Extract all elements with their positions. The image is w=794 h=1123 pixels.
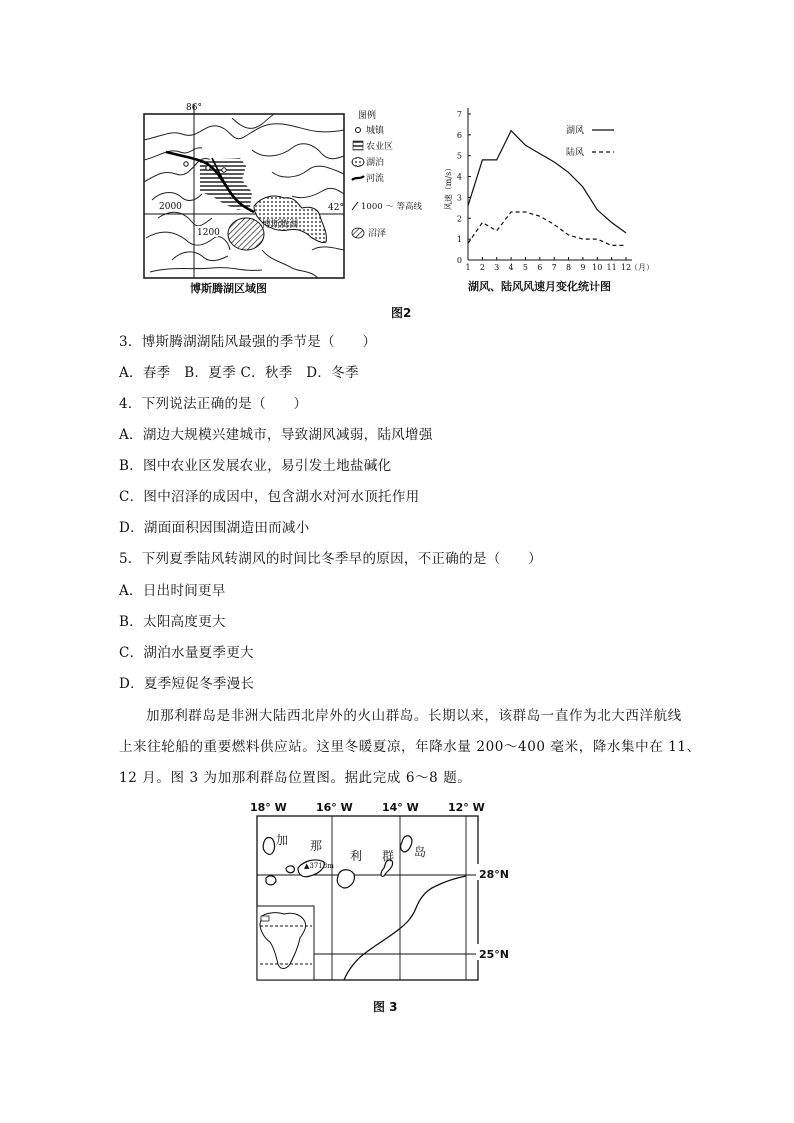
lon-label-16w: 16° W bbox=[316, 801, 353, 814]
lon-label-18w: 18° W bbox=[250, 801, 287, 814]
legend-label-lake: 湖泊 bbox=[366, 158, 385, 168]
lake-label: 博斯腾湖 bbox=[262, 220, 299, 230]
x-tick-label: 10 bbox=[592, 263, 603, 272]
question-4-option-a: A．湖边大规模兴建城市，导致湖风减弱，陆风增强 bbox=[119, 427, 433, 443]
town-marker bbox=[184, 162, 188, 166]
island-name-char: 加 bbox=[276, 833, 289, 847]
lat-label-25n: 25°N bbox=[479, 948, 510, 961]
question-5-stem: 5．下列夏季陆风转湖风的时间比冬季早的原因，不正确的是（ ） bbox=[119, 551, 542, 567]
legend-header: 图例 bbox=[358, 111, 377, 121]
island-hierro bbox=[266, 876, 276, 885]
map-legend bbox=[346, 100, 442, 250]
legend-label-town: 城镇 bbox=[366, 126, 385, 136]
question-3-options: A．春季 B．夏季 C．秋季 D．冬季 bbox=[119, 365, 359, 381]
latitude-label: 42° bbox=[328, 203, 344, 213]
y-tick-label: 3 bbox=[456, 193, 462, 203]
x-tick-label: 2 bbox=[479, 263, 485, 272]
legend-entry-label: 陆风 bbox=[566, 148, 585, 158]
question-5-option-d: D．夏季短促冬季漫长 bbox=[119, 676, 255, 692]
series-line-lake-wind bbox=[468, 131, 626, 233]
y-tick-label: 1 bbox=[456, 235, 462, 245]
town-marker bbox=[222, 168, 226, 172]
legend-label-contour: 1000 ～ 等高线 bbox=[361, 202, 423, 212]
question-5-option-b: B．太阳高度更大 bbox=[119, 614, 226, 630]
question-4-option-b: B．图中农业区发展农业，易引发土地盐碱化 bbox=[119, 458, 392, 474]
longitude-label: 86° bbox=[186, 103, 202, 113]
x-tick-label: 3 bbox=[494, 263, 500, 272]
legend-label-swamp: 沼泽 bbox=[368, 229, 387, 239]
island-name-char: 利 bbox=[350, 849, 363, 863]
lon-label-14w: 14° W bbox=[382, 801, 419, 814]
x-tick-label: 8 bbox=[565, 263, 572, 272]
island-name-char: 那 bbox=[310, 839, 323, 853]
map-title: 博斯腾湖区域图 bbox=[190, 282, 267, 295]
y-tick-label: 2 bbox=[456, 214, 462, 224]
island-name-char: 岛 bbox=[414, 845, 427, 859]
passage-line-2: 上来往轮船的重要燃料供应站。这里冬暖夏凉，年降水量 200～400 毫米，降水集中在 11、 bbox=[119, 739, 701, 755]
question-3-stem: 3．博斯腾湖湖陆风最强的季节是（ ） bbox=[119, 334, 377, 350]
wind-speed-chart bbox=[442, 100, 664, 296]
lon-label-12w: 12° W bbox=[448, 801, 485, 814]
y-tick-label: 6 bbox=[456, 130, 462, 140]
x-tick-label: 5 bbox=[522, 263, 529, 272]
town-marker bbox=[206, 166, 210, 170]
x-axis-label: （月） bbox=[630, 263, 654, 272]
legend-label-farm: 农业区 bbox=[366, 142, 394, 152]
legend-label-river: 河流 bbox=[366, 174, 385, 184]
y-tick-label: 0 bbox=[456, 256, 462, 265]
island-name-char: 群 bbox=[382, 849, 395, 863]
question-5-option-c: C．湖泊水量夏季更大 bbox=[119, 645, 254, 661]
canary-islands-map bbox=[244, 798, 520, 984]
contour-label-1200: 1200 bbox=[197, 228, 220, 238]
figure-2-caption: 图2 bbox=[391, 306, 412, 320]
island-la-palma bbox=[263, 838, 274, 855]
y-axis-label: 风速（m/s） bbox=[444, 163, 453, 211]
legend-entry-label: 湖风 bbox=[566, 126, 585, 136]
farmland-hatch-icon bbox=[353, 141, 363, 150]
x-tick-label: 11 bbox=[606, 263, 617, 272]
y-tick-label: 7 bbox=[456, 110, 462, 119]
series-line-land-wind bbox=[468, 212, 626, 245]
question-4-option-c: C．图中沼泽的成因中，包含湖水对河水顶托作用 bbox=[119, 489, 420, 505]
town-circle-icon bbox=[356, 128, 361, 133]
question-4-stem: 4．下列说法正确的是（ ） bbox=[119, 396, 308, 412]
question-5-option-a: A．日出时间更早 bbox=[119, 583, 226, 599]
africa-inset-map bbox=[257, 906, 314, 980]
y-tick-label: 5 bbox=[456, 151, 462, 161]
peak-label: ▲3718m bbox=[304, 862, 334, 870]
question-4-option-d: D．湖面面积因围湖造田而减小 bbox=[119, 520, 310, 536]
x-tick-label: 9 bbox=[580, 263, 586, 272]
chart-title: 湖风、陆风风速月变化统计图 bbox=[468, 280, 611, 293]
x-tick-label: 6 bbox=[537, 263, 543, 272]
swamp-hatch-icon bbox=[352, 228, 364, 238]
lat-label-28n: 28°N bbox=[479, 868, 510, 881]
lake-dots-icon bbox=[352, 158, 364, 167]
passage-line-1: 加那利群岛是非洲大陆西北岸外的火山群岛。长期以来，该群岛一直作为北大西洋航线 bbox=[146, 708, 682, 724]
swamp-area bbox=[228, 218, 264, 250]
x-tick-label: 12 bbox=[620, 263, 632, 272]
x-tick-label: 4 bbox=[508, 263, 514, 272]
island-gomera bbox=[286, 866, 294, 873]
y-tick-label: 4 bbox=[456, 172, 462, 182]
figure-3-caption: 图 3 bbox=[373, 1000, 398, 1014]
x-tick-label: 7 bbox=[551, 263, 557, 272]
bosten-lake-map bbox=[142, 100, 442, 296]
x-tick-label: 1 bbox=[465, 263, 471, 272]
contour-label-2000: 2000 bbox=[159, 202, 182, 212]
passage-line-3: 12 月。图 3 为加那利群岛位置图。据此完成 6～8 题。 bbox=[119, 770, 472, 786]
